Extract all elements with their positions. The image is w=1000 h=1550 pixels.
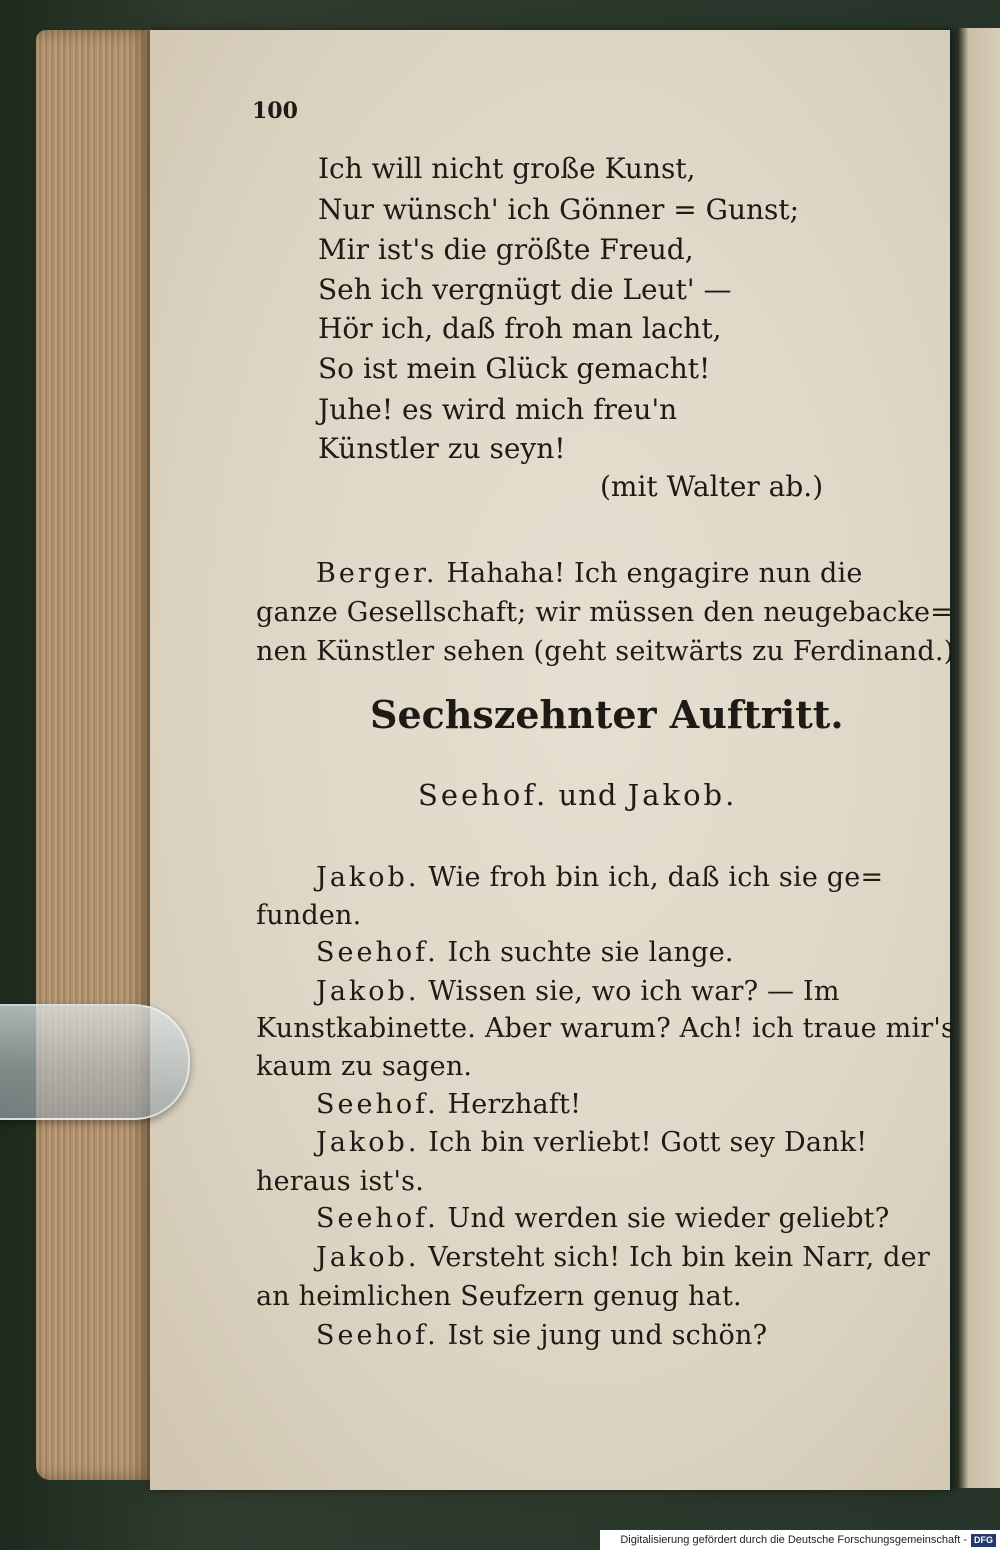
dialogue-continuation: kaum zu sagen. (256, 1051, 473, 1082)
dialogue-line (316, 1089, 581, 1120)
speech-text: Wie froh bin ich, daß ich sie ge= (428, 862, 884, 893)
page-number: 100 (252, 98, 298, 124)
page-holder-clip (0, 1004, 190, 1120)
facing-page-edge (958, 28, 1000, 1488)
verse-line: Nur wünsch' ich Gönner = Gunst; (318, 193, 800, 226)
verse-line: Seh ich vergnügt die Leut' — (318, 273, 732, 306)
stage-direction-exit: (mit Walter ab.) (600, 470, 824, 503)
dialogue-line (316, 1242, 930, 1273)
verse-line: Juhe! es wird mich freu'n (318, 393, 678, 426)
speaker-name: Jakob. (316, 862, 420, 893)
dialogue-line (316, 1203, 889, 1234)
cast-name: Jakob. (627, 778, 738, 812)
verse-line: Hör ich, daß froh man lacht, (318, 312, 722, 345)
berger-speech-line: ganze Gesellschaft; wir müssen den neugebacke= (256, 597, 954, 628)
berger-speech-line: nen Künstler sehen (geht seitwärts zu Ferdinand.) (256, 636, 955, 667)
speech-text: Versteht sich! Ich bin kein Narr, der (428, 1242, 930, 1273)
speech-text: Und werden sie wieder geliebt? (447, 1203, 890, 1234)
speaker-name: Seehof. (316, 1089, 439, 1120)
speaker-name: Jakob. (316, 1127, 420, 1158)
dialogue-continuation: heraus ist's. (256, 1166, 425, 1197)
speech-text: Ich suchte sie lange. (447, 937, 734, 968)
scene-heading: Sechszehnter Auftritt. (370, 692, 844, 737)
verse-line: Ich will nicht große Kunst, (318, 152, 696, 185)
dialogue-line (316, 1320, 767, 1351)
digitization-credit-bar (600, 1530, 1000, 1550)
speech-text: Ich bin verliebt! Gott sey Dank! (428, 1127, 868, 1158)
speech-text: Wissen sie, wo ich war? — Im (428, 976, 840, 1007)
dialogue-continuation: Kunstkabinette. Aber warum? Ach! ich traue mir's (256, 1013, 956, 1044)
dialogue-line (316, 1127, 867, 1158)
dfg-logo: DFG (971, 1534, 996, 1547)
verse-line: Mir ist's die größte Freud, (318, 233, 694, 266)
speaker-name: Berger. (316, 558, 438, 589)
dialogue-continuation: funden. (256, 900, 362, 931)
berger-speech-line (316, 558, 863, 589)
dialogue-line (316, 976, 840, 1007)
speech-text: Herzhaft! (447, 1089, 582, 1120)
speaker-name: Jakob. (316, 1242, 420, 1273)
dialogue-line (316, 862, 883, 893)
verse-line: Künstler zu seyn! (318, 432, 566, 465)
speaker-name: Jakob. (316, 976, 420, 1007)
book-page-edges (36, 30, 156, 1480)
speaker-name: Seehof. (316, 1320, 439, 1351)
digitization-credit: Digitalisierung gefördert durch die Deutsche Forschungsgemeinschaft - (620, 1534, 967, 1546)
cast-name: Seehof. (418, 778, 549, 812)
dialogue-line (316, 937, 734, 968)
speaker-name: Seehof. (316, 1203, 439, 1234)
speech-text: Ist sie jung und schön? (447, 1320, 768, 1351)
cast-conjunction: und (558, 778, 618, 812)
speech-text: Hahaha! Ich engagire nun die (446, 558, 863, 589)
speaker-name: Seehof. (316, 937, 439, 968)
verse-line: So ist mein Glück gemacht! (318, 352, 711, 385)
dialogue-continuation: an heimlichen Seufzern genug hat. (256, 1281, 742, 1312)
cast-list (418, 778, 737, 812)
